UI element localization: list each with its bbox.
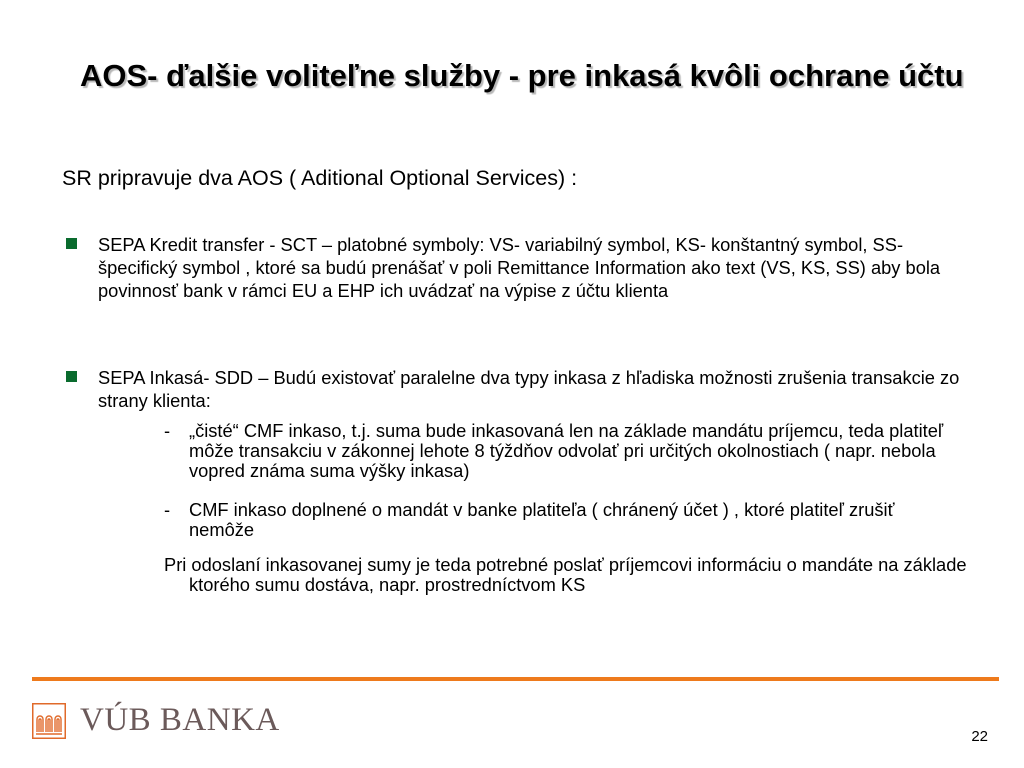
sub-item-cmf-pure [164,421,964,481]
slide-subtitle: SR pripravuje dva AOS ( Aditional Optional Services) : [62,166,578,190]
brand-name: VÚB BANKA [80,702,280,738]
vub-arches-logo-icon [32,703,66,739]
square-bullet-icon [66,371,77,382]
bullet-text: SEPA Kredit transfer - SCT – platobné symboly: VS- variabilný symbol, KS- konštantný symbol, SS- špecifický symbol , ktoré sa budú prenášať v poli Remittance Information ako text (VS, KS, SS) aby bola povinnosť bank v rámci EU a EHP ich uvádzať na výpise z účtu klienta [98,234,941,301]
sub-item-text: „čisté“ CMF inkaso, t.j. suma bude inkasovaná len na základe mandátu príjemcu, teda platiteľ môže transakciu v zákonnej lehote 8 týždňov odvolať pri určitých okolnostiach ( napr. nebola vopred známa suma výšky inkasa) [189,420,944,481]
dash-marker: - [164,499,171,520]
footer-divider [32,677,999,681]
sub-item-text: CMF inkaso doplnené o mandát v banke platiteľa ( chránený účet ) , ktoré platiteľ zrušiť nemôže [189,499,895,540]
bullet-item-sdd [62,366,972,412]
dash-marker: - [164,420,171,441]
sub-item-cmf-mandate [164,500,964,540]
slide-title: AOS- ďalšie voliteľne služby - pre inkasá kvôli ochrane účtu [80,58,964,93]
page-number: 22 [971,728,988,745]
square-bullet-icon [66,238,77,249]
closing-note: Pri odoslaní inkasovanej sumy je teda potrebné poslať príjemcovi informáciu o mandáte na základe ktorého sumu dostáva, napr. prostredníctvom KS [164,554,967,595]
bullet-item-sct [62,233,972,302]
bullet-text: SEPA Inkasá- SDD – Budú existovať paralelne dva typy inkasa z hľadiska možnosti zrušenia transakcie zo strany klienta: [98,367,960,411]
